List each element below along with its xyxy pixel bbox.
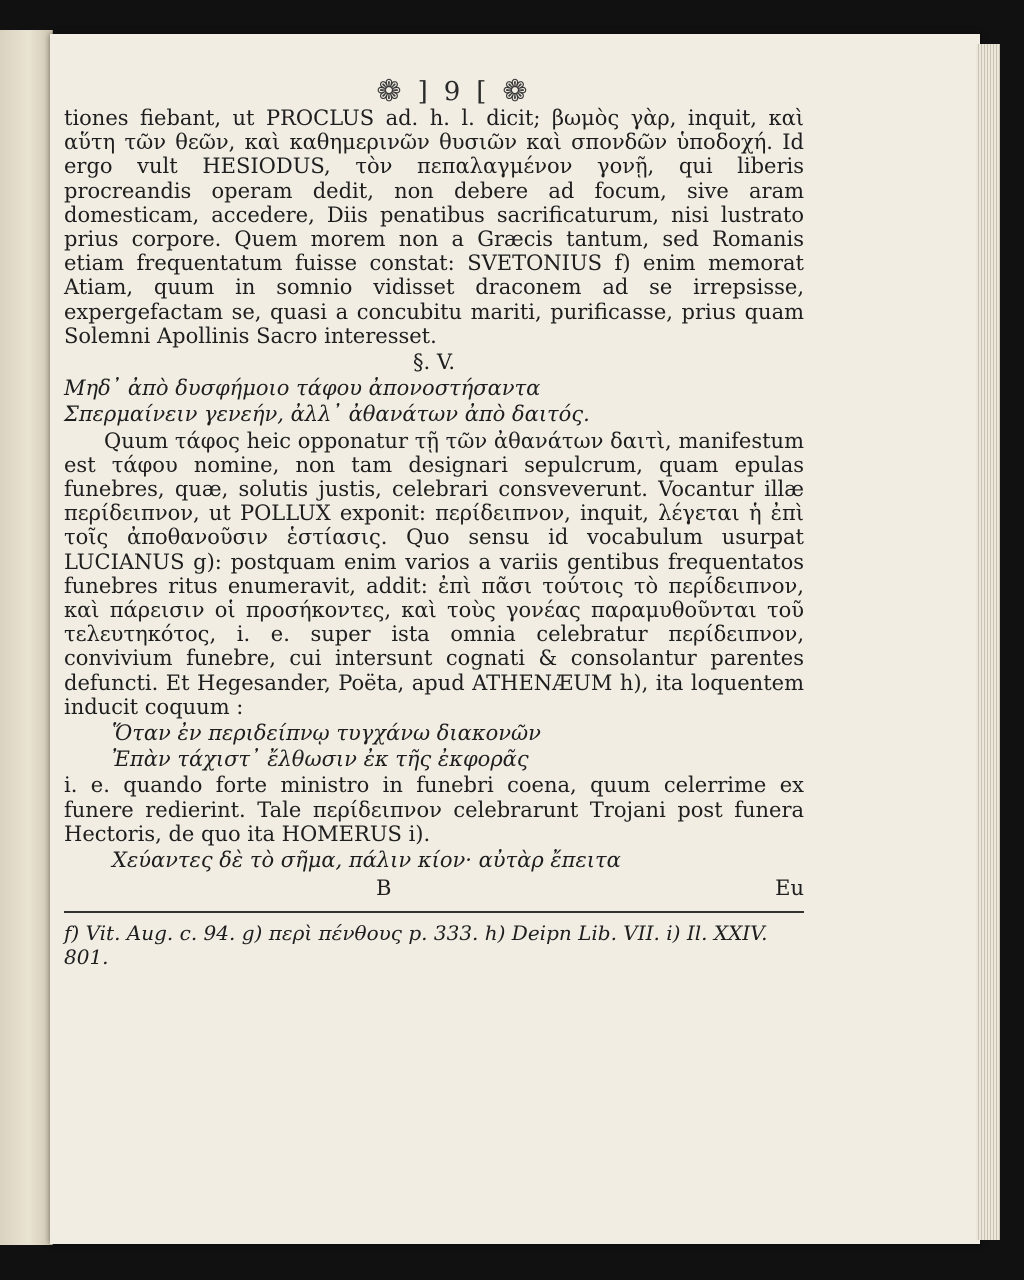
- paragraph-3: i. e. quando forte ministro in funebri coena, quum celerrime ex funere redierint. Tale περίδειπνον celebrarunt Trojani post funera Hectoris, de quo ita HOMERUS i).: [64, 773, 804, 846]
- right-bracket: [: [476, 77, 487, 107]
- verse-line: Σπερμαίνειν γενεήν, ἀλλ᾽ ἀθανάτων ἀπὸ δαιτός.: [64, 402, 590, 427]
- signature-line: [64, 876, 804, 900]
- footnote-rule: [64, 911, 804, 913]
- paragraph-1: tiones fiebant, ut PROCLUS ad. h. l. dicit; βωμὸς γὰρ, inquit, καὶ αὕτη τῶν θεῶν, καὶ καθημερινῶν θυσιῶν καὶ σπονδῶν ὑποδοχή. Id ergo vult HESIODUS, τὸν πεπαλαγμένον γονῇ, qui liberis procreandis operam dedit, non debere ad focum, sive aram domesticam, accedere, Diis penatibus sacrificaturum, nisi lustrato prius corpore. Quem morem non a Græcis tantum, sed Romanis etiam frequentatum fuisse constat: SVETONIUS f) enim memorat Atiam, quum in somnio vidisset draconem ad se irrepsisse, expergefactam se, quasi a concubitu mariti, purificasse, prius quam Solemni Apollinis Sacro interesset.: [64, 106, 804, 348]
- verse-line: Μηδ᾽ ἀπὸ δυσφήμοιο τάφου ἀπονοστήσαντα: [64, 376, 541, 401]
- verse-line: Ἐπὰν τάχιστ᾽ ἔλθωσιν ἐκ τῆς ἐκφορᾶς: [112, 747, 529, 772]
- paragraph-2: Quum τάφος heic opponatur τῇ τῶν ἀθανάτων δαιτὶ, manifestum est τάφου nomine, non tam designari sepulcrum, quam epulas funebres, quæ, solutis justis, celebrari consveverunt. Vocantur illæ περίδειπνον, ut POLLUX exponit: περίδειπνον, inquit, λέγεται ἡ ἐπὶ τοῖς ἀποθανοῦσιν ἑστίασις. Quo sensu id vocabulum usurpat LUCIANUS g): postquam enim varios a variis gentibus frequentatos funebres ritus enumeravit, addit: ἐπὶ πᾶσι τούτοις τὸ περίδειπνον, καὶ πάρεισιν οἱ προσήκοντες, καὶ τοὺς γονέας παραμυθοῦνται τοῦ τελευτηκότος, i. e. super ista omnia celebratur περίδειπνον, convivium funebre, cui intersunt cognati & consolantur parentes defuncti. Et Hegesander, Poëta, apud ATHENÆUM h), ita loquentem inducit coquum :: [64, 428, 804, 719]
- left-bracket: ]: [417, 77, 428, 107]
- rosette-ornament-icon: ❁: [376, 74, 402, 109]
- section-heading: §. V.: [412, 350, 456, 375]
- rosette-ornament-icon: ❁: [502, 74, 528, 109]
- footnotes: f) Vit. Aug. c. 94. g) περὶ πένθους p. 333. h) Deipn Lib. VII. i) Il. XXIV. 801.: [64, 920, 768, 969]
- page-body: [64, 106, 804, 969]
- verse-line: Ὅταν ἐν περιδείπνῳ τυγχάνω διακονῶν: [112, 721, 541, 746]
- left-book-edge: [0, 30, 53, 1245]
- page-number: 9: [443, 77, 461, 107]
- catchword: Eu: [775, 876, 804, 901]
- verse-line: Χεύαντες δὲ τὸ σῆμα, πάλιν κίον· αὐτὰρ ἔπειτα: [112, 848, 621, 873]
- page-stack-edge: [976, 44, 1000, 1240]
- signature-mark: B: [376, 876, 392, 901]
